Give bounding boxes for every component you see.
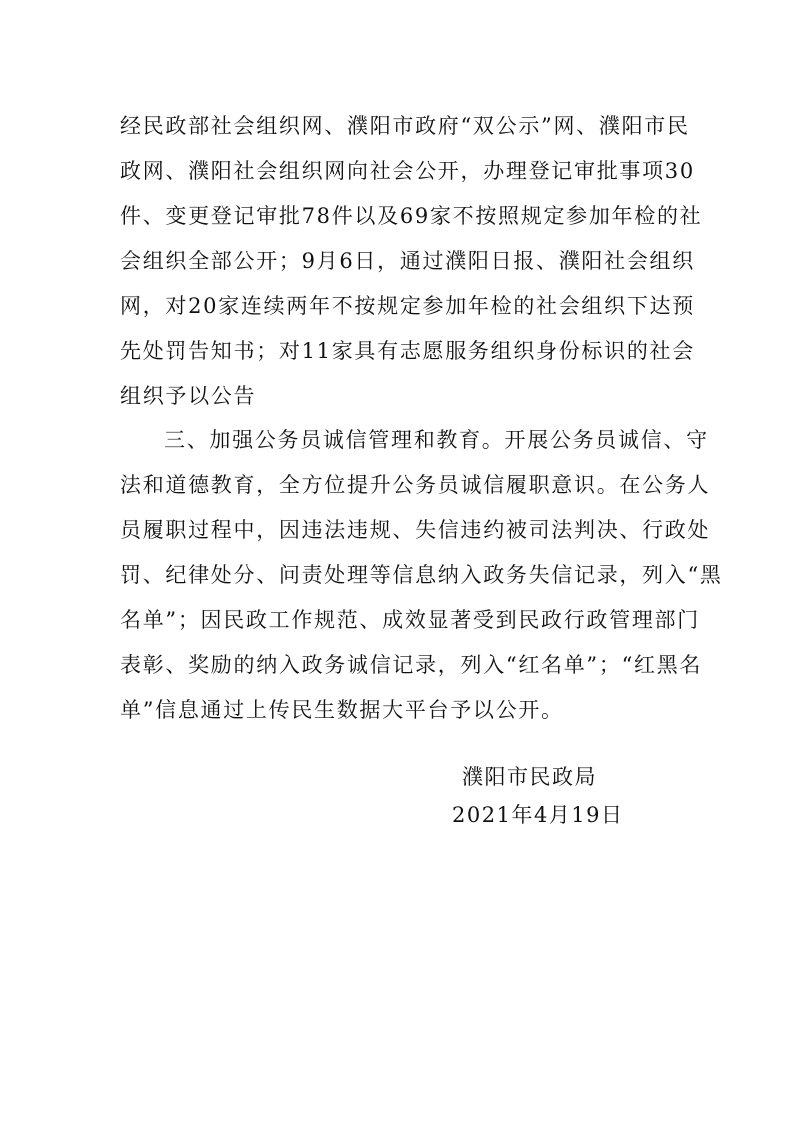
- text-line: 政网、濮阳社会组织网向社会公开，办理登记审批事项30: [120, 159, 695, 183]
- text-line: 经民政部社会组织网、濮阳市政府“双公示”网、濮阳市民: [120, 114, 690, 138]
- text-line: 表彰、奖励的纳入政务诚信记录，列入“红名单”；“红黑名: [120, 653, 703, 677]
- text-line: 先处罚告知书；对11家具有志愿服务组织身份标识的社会: [120, 339, 695, 363]
- text-line: 员履职过程中，因违法违规、失信违约被司法判决、行政处: [120, 518, 711, 542]
- signature-date: 2021年4月19日: [452, 803, 624, 827]
- text-line: 三、加强公务员诚信管理和教育。开展公务员诚信、守: [164, 428, 709, 452]
- signature-organization: 濮阳市民政局: [462, 765, 597, 789]
- text-line: 组织予以公告: [120, 384, 257, 408]
- text-line: 罚、纪律处分、问责处理等信息纳入政务失信记录，列入“黑: [120, 563, 723, 587]
- text-line: 会组织全部公开；9月6日，通过濮阳日报、濮阳社会组织: [120, 249, 695, 273]
- text-line: 单”信息通过上传民生数据大平台予以公开。: [120, 698, 564, 722]
- text-line: 法和道德教育，全方位提升公务员诚信履职意识。在公务人: [120, 473, 711, 497]
- text-line: 件、变更登记审批78件以及69家不按照规定参加年检的社: [120, 204, 703, 228]
- text-line: 名单”；因民政工作规范、成效显著受到民政行政管理部门: [120, 608, 700, 632]
- text-line: 网，对20家连续两年不按规定参加年检的社会组织下达预: [120, 294, 695, 318]
